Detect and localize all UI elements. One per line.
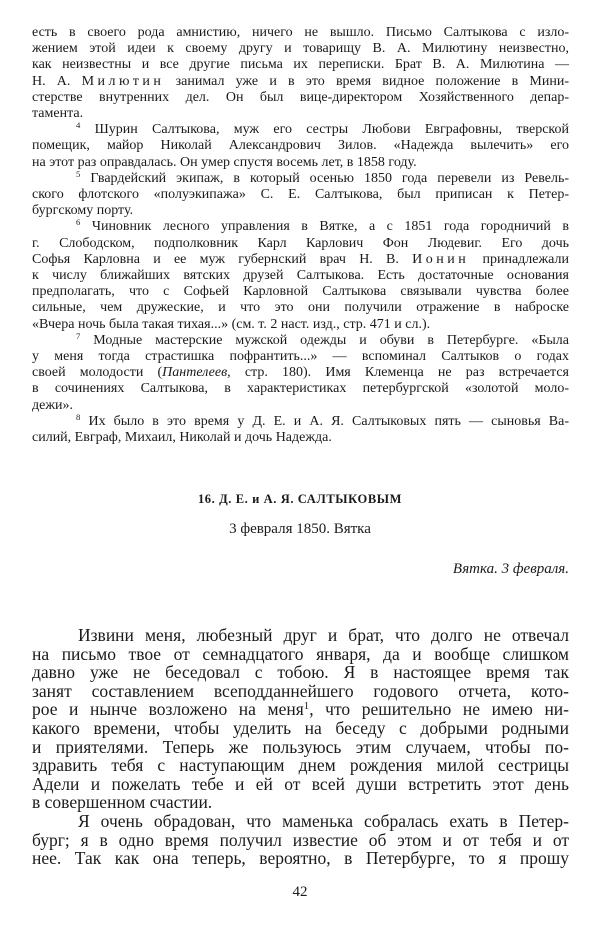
footnote-line: [32, 171, 569, 187]
text-run: на письмо твое от семнадцатого января, да и вообще слишком: [32, 643, 569, 664]
footnote-paragraph: [32, 25, 569, 122]
footnote-line: [32, 268, 569, 284]
body-paragraph: [32, 626, 569, 812]
text-run: г. Слободском, подполковник Карл Карлович Фон Людевиг. Его дочь: [32, 235, 569, 251]
footnote-marker: 8: [76, 412, 81, 423]
letter-body: [32, 626, 569, 868]
footnote-marker: 1: [303, 700, 310, 713]
text-run: рое и нынче возложено на меня: [32, 699, 304, 720]
text-run: своей молодости (: [32, 365, 163, 381]
text-run: Адели и пожелать тебе и ей от всей души встретить этот день: [32, 773, 569, 794]
footnote-paragraph: [32, 219, 569, 332]
letter-place-date: Вятка. 3 февраля.: [452, 561, 569, 577]
body-line: [32, 793, 569, 812]
text-run: занимал уже и в это время видное положение в Мини-: [164, 73, 569, 89]
text-run: бург; я в одно время получил известие об этом и от тебя и от: [32, 829, 569, 850]
page-number: 42: [292, 884, 308, 900]
footnote-line: [32, 300, 569, 316]
text-run: давно уже не беседовал с тобою. Я в настоящее время так: [32, 662, 569, 683]
text-run: силий, Евграф, Михаил, Николай и дочь Надежда.: [32, 430, 332, 446]
text-run: в совершенном счастии.: [32, 792, 213, 813]
footnote-line: [32, 41, 569, 57]
letter-date: 3 февраля 1850. Вятка: [229, 521, 371, 537]
footnote-line: [32, 155, 569, 171]
body-paragraph: [32, 812, 569, 868]
text-run: есть в своего рода амнистию, ничего не вышло. Письмо Салтыкова с изло-: [32, 25, 569, 40]
footnote-line: [32, 284, 569, 300]
footnote-line: [32, 317, 569, 333]
footnote-paragraph: [32, 171, 569, 220]
body-line: [32, 626, 569, 645]
footnote-line: [32, 333, 569, 349]
body-line: [32, 645, 569, 664]
text-run: Н. А.: [32, 73, 82, 89]
body-line: [32, 775, 569, 794]
footnote-line: [32, 203, 569, 219]
spaced-name: Ионин: [412, 251, 470, 267]
text-run: занят составлением всеподданнейшего годового отчета, кото-: [32, 680, 569, 701]
footnote-paragraph: [32, 414, 569, 446]
footnote-line: [32, 106, 569, 122]
footnote-line: [32, 57, 569, 73]
footnote-marker: 7: [76, 331, 81, 342]
text-run: Модные мастерские мужской одежды и обуви в Петербурге. «Была: [80, 332, 569, 348]
body-line: [32, 812, 569, 831]
footnote-line: [32, 365, 569, 381]
body-line: [32, 756, 569, 775]
footnote-line: [32, 90, 569, 106]
text-run: Гвардейский экипаж, в который осенью 1850 года перевели из Ревель-: [80, 170, 569, 186]
footnote-line: [32, 236, 569, 252]
footnote-marker: 6: [76, 217, 81, 228]
footnote-line: [32, 430, 569, 446]
text-run: предполагать, что с Софьей Карловной Салтыкова связывали чувства более: [32, 284, 569, 300]
text-run: в сочинениях Салтыкова, в характеристиках петербургской «золотой моло-: [32, 381, 569, 397]
text-run: «Вчера ночь была такая тихая...» (см. т. 2 наст. изд., стр. 471 и сл.).: [32, 316, 431, 332]
body-line: [32, 849, 569, 868]
text-run: бургскому порту.: [32, 203, 134, 219]
footnote-paragraph: [32, 333, 569, 414]
body-line: [32, 700, 569, 719]
spaced-name: Милютин: [81, 73, 165, 89]
body-line: [32, 738, 569, 757]
text-run: стерстве внутренних дел. Он был вице-директором Хозяйственного депар-: [32, 89, 569, 105]
footnote-line: [32, 252, 569, 268]
text-run: Шурин Салтыкова, муж его сестры Любови Евграфовны, тверской: [80, 122, 569, 138]
text-run: у меня тогда страстишка пофрантить...» — вспоминал Салтыков о годах: [32, 349, 569, 365]
text-run: как неизвестны и все другие письма их переписки. Брат В. А. Милютина —: [32, 57, 569, 73]
footnote-line: [32, 122, 569, 138]
body-line: [32, 831, 569, 850]
body-line: [32, 719, 569, 738]
footnote-line: [32, 381, 569, 397]
text-run: Я очень обрадован, что маменька собралась ехать в Петер-: [78, 810, 569, 831]
text-run: Извини меня, любезный друг и брат, что долго не отвечал: [78, 625, 569, 645]
footnote-marker: 5: [76, 169, 81, 180]
footnote-line: [32, 219, 569, 235]
text-run: здравить тебя с наступающим днем рождения милой сестрицы: [32, 755, 569, 776]
text-run: к числу ближайших вятских друзей Салтыкова. Есть достаточные основания: [32, 268, 569, 284]
footnote-line: [32, 138, 569, 154]
text-run: ского флотского «полуэкипажа» С. Е. Салтыкова, был приписан к Петер-: [32, 187, 569, 203]
text-run: Чиновник лесного управления в Вятке, а с 1851 года городничий в: [80, 219, 569, 235]
footnote-line: [32, 74, 569, 90]
text-run: дежи».: [32, 397, 74, 413]
text-run: , что решительно не имею ни-: [309, 699, 570, 720]
footnote-line: [32, 349, 569, 365]
text-run: нее. Так как она теперь, вероятно, в Петербурге, то я прошу: [32, 848, 569, 869]
text-run: Софья Карловна и ее муж губернский врач Н. В.: [32, 251, 413, 267]
text-run: жением этой идеи к своему другу и товарищу В. А. Милютину неизвестно,: [32, 41, 569, 57]
italic-text: Пантелеев,: [162, 365, 231, 381]
text-run: и приятелями. Теперь же пользуюсь этим случаем, чтобы по-: [32, 736, 569, 757]
text-run: сильные, чем дружеские, и что это они получили отражение в наброске: [32, 300, 569, 316]
text-run: принадлежали: [469, 251, 569, 267]
text-run: тамента.: [32, 106, 84, 122]
letter-heading: 16. Д. Е. и А. Я. САЛТЫКОВЫМ: [197, 492, 403, 506]
text-run: какого времени, чтобы уделить на беседу с добрыми родными: [32, 717, 569, 738]
text-run: помещик, майор Николай Александрович Зилов. «Надежда вылечить» его: [32, 138, 569, 154]
text-run: стр. 180). Имя Клеменца не раз встречается: [230, 365, 569, 381]
body-line: [32, 682, 569, 701]
footnote-marker: 4: [76, 120, 81, 131]
text-run: на этот раз оправдалась. Он умер спустя восемь лет, в 1858 году.: [32, 154, 417, 170]
footnotes-section: [32, 25, 569, 446]
footnote-paragraph: [32, 122, 569, 171]
footnote-line: [32, 187, 569, 203]
footnote-line: [32, 414, 569, 430]
footnote-line: [32, 25, 569, 41]
body-line: [32, 663, 569, 682]
footnote-line: [32, 398, 569, 414]
text-run: Их было в это время у Д. Е. и А. Я. Салтыковых пять — сыновья Ва-: [80, 413, 569, 429]
